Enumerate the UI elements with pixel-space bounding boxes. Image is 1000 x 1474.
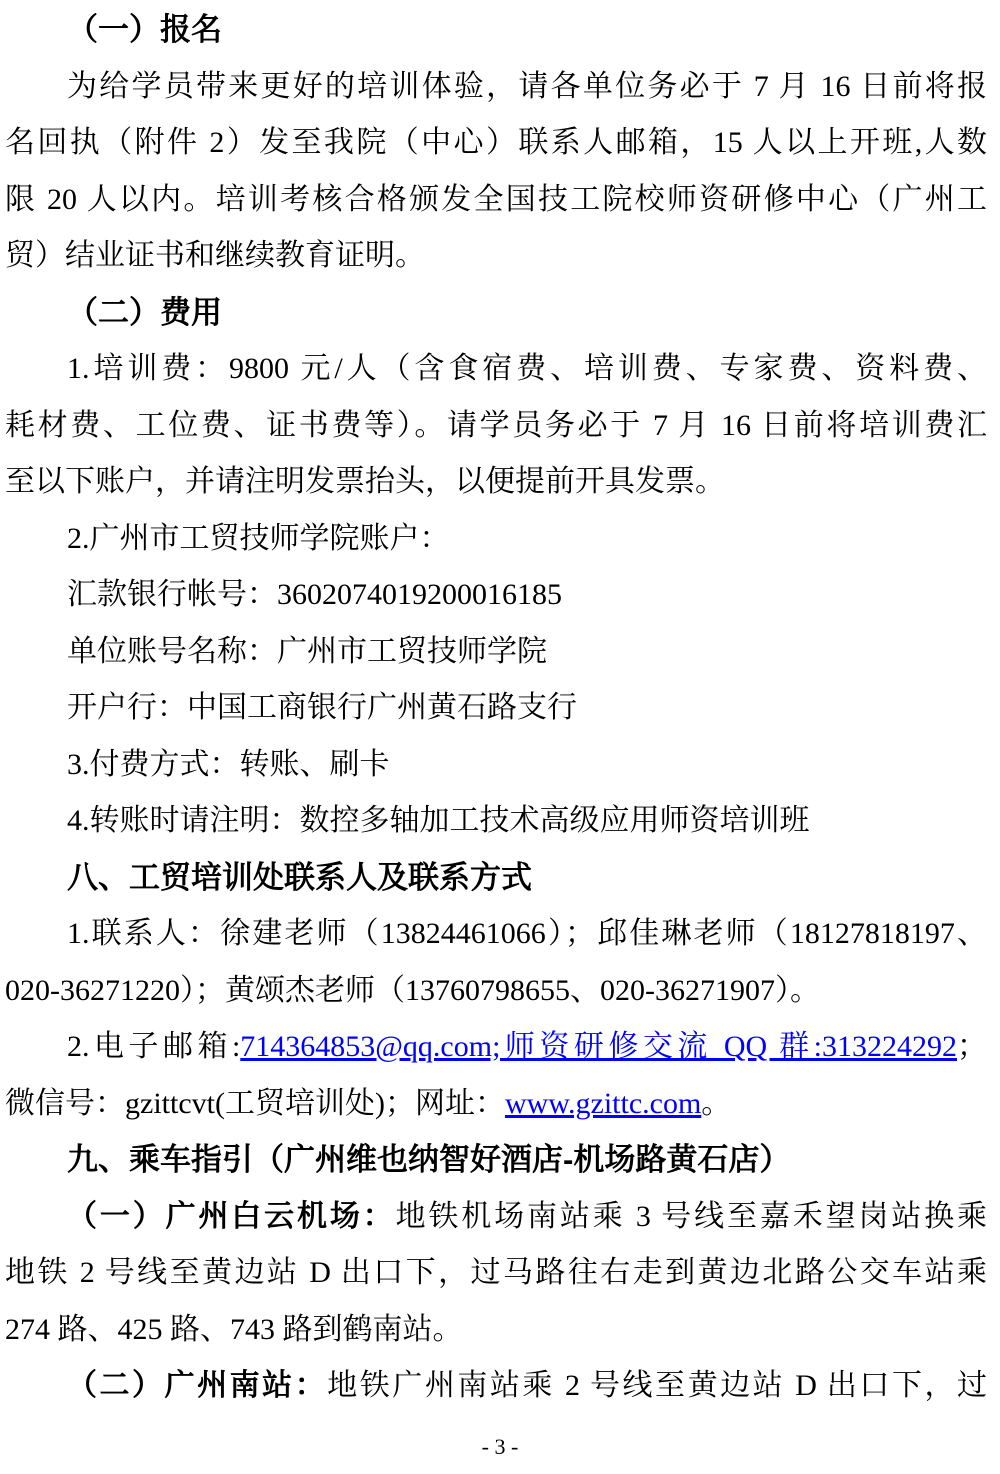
text-line: 耗材费、工位费、证书费等）。请学员务必于 7 月 16 日前将培训费汇: [5, 408, 987, 442]
text-line: 1.培训费：9800 元/人（含食宿费、培训费、专家费、资料费、: [67, 352, 987, 385]
text-line: 名回执（附件 2）发至我院（中心）联系人邮箱，15 人以上开班,人数: [5, 126, 987, 159]
account-intro-line: 2.广州市工贸技师学院账户：: [67, 521, 450, 555]
text-line: 为给学员带来更好的培训体验，请各单位务必于 7 月 16 日前将报: [67, 69, 987, 103]
heading-directions: 九、乘车指引（广州维也纳智好酒店-机场路黄石店）: [67, 1142, 791, 1177]
heading-registration: （一）报名: [67, 12, 222, 47]
contact-line: 020-36271220）；黄颂杰老师（13760798655、020-36271907）。: [5, 973, 820, 1007]
wechat-label: 微信号：gzittcvt(工贸培训处)；网址：: [5, 1086, 505, 1120]
airport-directions-line: [5, 1189, 987, 1246]
email-line-suffix: ；: [957, 1030, 987, 1063]
account-name-line: 单位账号名称：广州市工贸技师学院: [67, 634, 547, 668]
payment-method-line: 3.付费方式：转账、刷卡: [67, 747, 390, 781]
airport-directions-text: 地铁机场南站乘 3 号线至嘉禾望岗站换乘: [395, 1199, 988, 1233]
page-footer: [0, 1432, 1000, 1462]
south-station-directions-line: [5, 1358, 987, 1415]
south-station-directions-text: 地铁广州南站乘 2 号线至黄边站 D 出口下，过: [327, 1369, 987, 1402]
airport-directions-line: 地铁 2 号线至黄边站 D 出口下，过马路往右走到黄边北路公交车站乘: [5, 1256, 987, 1289]
email-label: 2.电子邮箱:: [67, 1030, 241, 1063]
airport-directions-line: 274 路、425 路、743 路到鹤南站。: [5, 1312, 463, 1346]
text-line: 限 20 人以内。培训考核合格颁发全国技工院校师资研修中心（广州工: [5, 182, 987, 216]
text-line: 贸）结业证书和继续教育证明。: [5, 239, 425, 272]
wechat-website-line: [5, 1076, 987, 1133]
text-line: 至以下账户，并请注明发票抬头，以便提前开具发票。: [5, 465, 725, 498]
transfer-note-line: 4.转账时请注明：数控多轴加工技术高级应用师资培训班: [67, 804, 810, 837]
heading-fees: （二）费用: [67, 294, 222, 330]
bank-branch-line: 开户行：中国工商银行广州黄石路支行: [67, 691, 577, 724]
email-qq-link[interactable]: 714364853@qq.com;师资研修交流 QQ 群:313224292: [240, 1030, 957, 1063]
page-number: - 3 -: [481, 1434, 519, 1459]
website-link[interactable]: www.gzittc.com: [504, 1086, 702, 1120]
website-line-suffix: 。: [701, 1086, 732, 1120]
contact-line: 1.联系人：徐建老师（13824461066）；邱佳琳老师（18127818197、: [67, 917, 987, 950]
airport-label: （一）广州白云机场：: [67, 1199, 396, 1233]
south-station-label: （二）广州南站：: [67, 1369, 328, 1402]
bank-account-number-line: 汇款银行帐号：3602074019200016185: [67, 578, 562, 611]
email-line: [5, 1019, 987, 1076]
heading-contacts: 八、工贸培训处联系人及联系方式: [67, 859, 532, 895]
